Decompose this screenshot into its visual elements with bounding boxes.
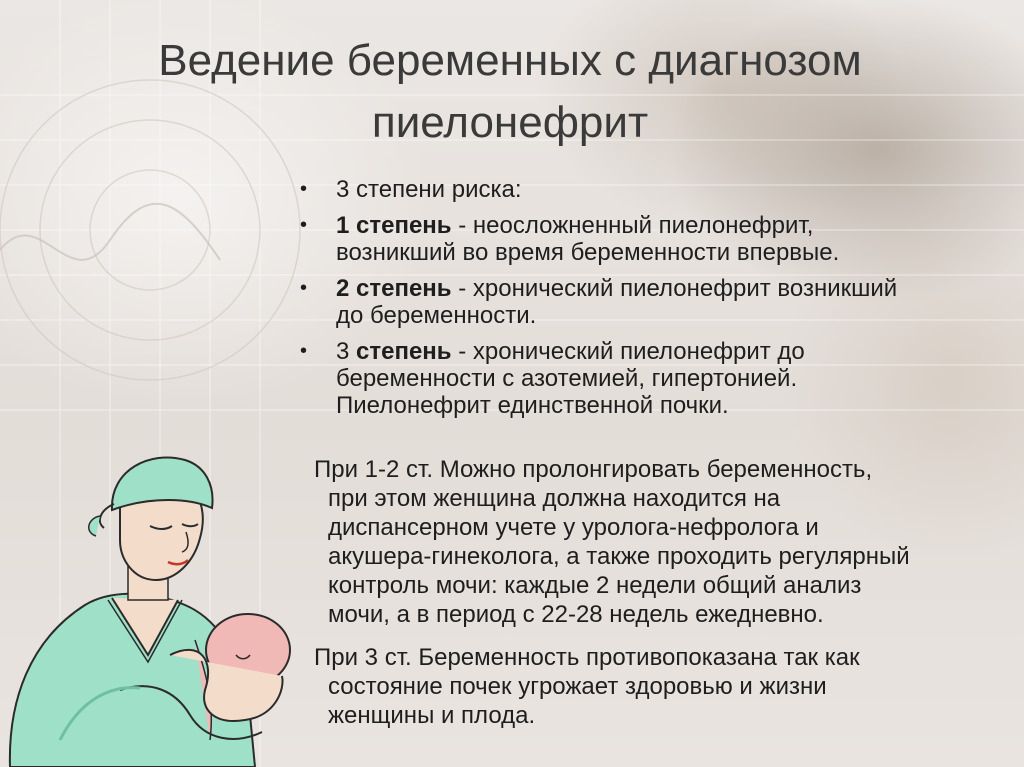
bullet-text: возникший во время беременности впервые.: [336, 239, 840, 266]
bullet-lead: 2 степень: [336, 275, 452, 302]
nurse-holding-baby-illustration: [0, 440, 300, 767]
title-line: Ведение беременных с диагнозом: [158, 36, 862, 85]
paragraph-line: При 1-2 ст. Можно пролонгировать беременность,: [314, 456, 873, 483]
bullet-text: [336, 338, 1000, 365]
paragraph-stage-3: [300, 643, 1014, 730]
bullet-icon: •: [300, 340, 308, 362]
paragraph-line: состояние почек угрожает здоровью и жизни: [328, 673, 827, 700]
bullet-text: до беременности.: [336, 302, 537, 329]
bullet-rest: - неосложненный пиелонефрит,: [451, 212, 814, 239]
title-line: пиелонефрит: [371, 98, 649, 147]
paragraph-line: При 3 ст. Беременность противопоказана так как: [314, 644, 860, 671]
slide-title: [40, 30, 980, 154]
bullet-icon: •: [300, 214, 308, 236]
bullet-item: [300, 338, 1000, 419]
risk-levels-list: [300, 176, 1000, 428]
paragraph-line: акушера-гинеколога, а также проходить регулярный: [328, 543, 910, 570]
bullet-text: Пиелонефрит единственной почки.: [336, 392, 729, 419]
paragraph-line: при этом женщина должна находится на: [328, 485, 781, 512]
bullet-lead-plain: 3: [336, 338, 357, 365]
bullet-icon: •: [300, 277, 308, 299]
paragraph-line: мочи, а в период с 22-28 недель ежедневно.: [328, 601, 824, 628]
bullet-text: 3 степени риска:: [336, 176, 522, 203]
paragraph-line: женщины и плода.: [328, 702, 536, 729]
bullet-lead: 1 степень: [336, 212, 452, 239]
bullet-item: [300, 212, 1000, 266]
bullet-item: [300, 176, 1000, 203]
bullet-icon: •: [300, 178, 308, 200]
bullet-text: беременности с азотемией, гипертонией.: [336, 365, 798, 392]
paragraph-line: контроль мочи: каждые 2 недели общий анализ: [328, 572, 862, 599]
bullet-lead: степень: [356, 338, 452, 365]
bullet-text: [336, 275, 1000, 302]
bullet-rest: - хронический пиелонефрит до: [451, 338, 805, 365]
bullet-item: [300, 275, 1000, 329]
paragraph-stages-1-2: [300, 455, 1014, 629]
bullet-text: [336, 212, 1000, 239]
bullet-rest: - хронический пиелонефрит возникший: [451, 275, 898, 302]
paragraph-line: диспансерном учете у уролога-нефролога и: [328, 514, 819, 541]
